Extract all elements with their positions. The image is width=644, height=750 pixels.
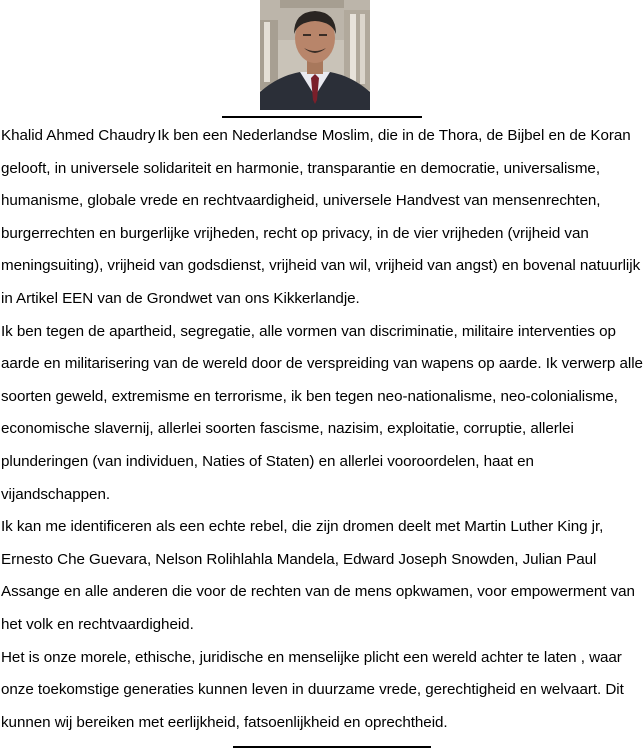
top-divider [222, 116, 422, 118]
bottom-divider [233, 746, 431, 748]
author-photo [260, 0, 370, 110]
bio-text [1, 120, 643, 739]
bio-paragraph-1-text: Ik ben een Nederlandse Moslim, die in de Thora, de Bijbel en de Koran gelooft, in universele solidariteit en harmonie, transparantie en democratie, universalisme, humanisme, globale vrede en rechtvaardigheid, universele Handvest van mensenrechten, burgerrechten en burgerlijke vrijheden, recht op privacy, in de vier vrijheden (vrijheid van meningsuiting), vrijheid van godsdienst, vrijheid van wil, vrijheid van angst) en bovenal natuurlijk in Artikel EEN van de Grondwet van ons Kikkerlandje. [1, 127, 641, 307]
author-name: Khalid Ahmed Chaudry [1, 127, 156, 144]
author-photo-graphic [260, 0, 370, 110]
bio-paragraph-2: Ik ben tegen de apartheid, segregatie, alle vormen van discriminatie, militaire interventies op aarde en militarisering van de wereld door de verspreiding van wapens op aarde. Ik verwerp alle soorten geweld, extremisme en terrorisme, ik ben tegen neo-nationalisme, neo-colonialisme, economische slavernij, allerlei soorten fascisme, nazisim, exploitatie, corruptie, allerlei plunderingen (van individuen, Naties of Staten) en allerlei vooroordelen, haat en vijandschappen. [1, 322, 643, 503]
bio-paragraph-1 [1, 120, 643, 316]
bio-paragraph-4: Het is onze morele, ethische, juridische en menselijke plicht een wereld achter te laten , waar onze toekomstige generaties kunnen leven in duurzame vrede, gerechtigheid en welvaart. Dit kunnen wij bereiken met eerlijkheid, fatsoenlijkheid en oprechtheid. [1, 648, 624, 731]
bio-paragraph-3: Ik kan me identificeren als een echte rebel, die zijn dromen deelt met Martin Luther King jr, Ernesto Che Guevara, Nelson Rolihlahla Mandela, Edward Joseph Snowden, Julian Paul Assange en alle anderen die voor de rechten van de mens opkwamen, voor empowerment van het volk en rechtvaardigheid. [1, 518, 635, 633]
